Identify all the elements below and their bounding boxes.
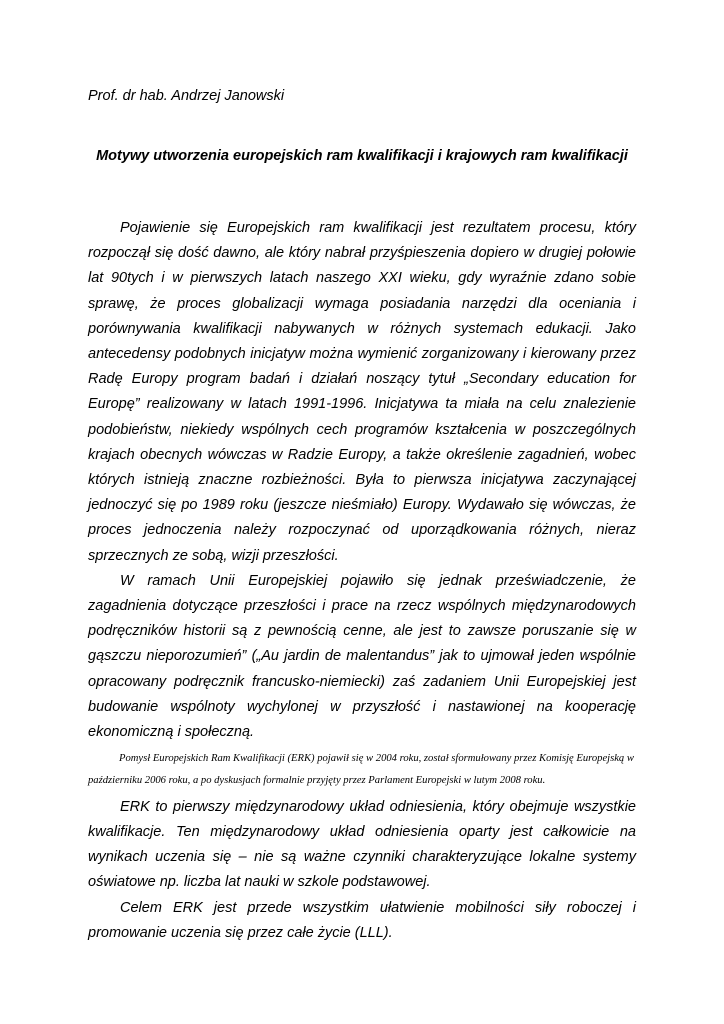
document-title: Motywy utworzenia europejskich ram kwalifikacji i krajowych ram kwalifikacji <box>96 148 628 164</box>
paragraph-2: W ramach Unii Europejskiej pojawiło się jednak przeświadczenie, że zagadnienia dotyczące przeszłości i prace na rzecz wspólnych międzynarodowych podręczników historii są z pewnością cenne, ale jest to zawsze poruszanie się w gąszczu nieporozumień” („Au jardin de malentandus” jak to ujmował jeden wspólnie opracowany podręcznik francusko-niemiecki) zaś zadaniem Unii Europejskiej jest budowanie wspólnoty wychylonej w przyszłość i nastawionej na kooperację ekonomiczną i społeczną. <box>88 572 636 741</box>
footnote-erk: Pomysł Europejskich Ram Kwalifikacji (ERK) pojawił się w 2004 roku, został sformułowany przez Komisję Europejską w październiku 2006 roku, a po dyskusjach formalnie przyjęty przez Parlament Europejski w lutym 2008 roku. <box>88 753 634 786</box>
paragraph-1: Pojawienie się Europejskich ram kwalifikacji jest rezultatem procesu, który rozpoczął się dość dawno, ale który nabrał przyśpieszenia dopiero w drugiej połowie lat 90tych i w pierwszych latach naszego XXI wieku, gdy wyraźnie zdano sobie sprawę, że proces globalizacji wymaga posiadania narzędzi dla oceniania i porównywania kwalifikacji nabywanych w różnych systemach edukacji. Jako antecedensy podobnych inicjatyw można wymienić zorganizowany i kierowany przez Radę Europy program badań i działań noszący tytuł „Secondary education for Europę” realizowany w latach 1991-1996. Inicjatywa ta miała na celu znalezienie podobieństw, niekiedy wspólnych cech programów kształcenia w poszczególnych krajach obecnych wówczas w Radzie Europy, a także określenie zagadnień, wobec których istnieją znaczne rozbieżności. Była to pierwsza inicjatywa zaczynającej jednoczyć się po 1989 roku (jeszcze nieśmiało) Europy. Wydawało się wówczas, że proces jednoczenia należy rozpoczynać od uporządkowania różnych, nieraz sprzecznych ze sobą, wizji przeszłości. <box>88 220 636 564</box>
paragraph-3: ERK to pierwszy międzynarodowy układ odniesienia, który obejmuje wszystkie kwalifikacje. Ten międzynarodowy układ odniesienia oparty jest całkowicie na wynikach uczenia się – nie są ważne czynniki charakteryzujące lokalne systemy oświatowe np. liczba lat nauki w szkole podstawowej. <box>88 798 636 891</box>
author-line: Prof. dr hab. Andrzej Janowski <box>88 88 285 104</box>
paragraph-4: Celem ERK jest przede wszystkim ułatwienie mobilności siły roboczej i promowanie uczenia się przez całe życie (LLL). <box>88 899 636 941</box>
document-body <box>88 216 636 946</box>
document-page <box>88 0 636 1024</box>
